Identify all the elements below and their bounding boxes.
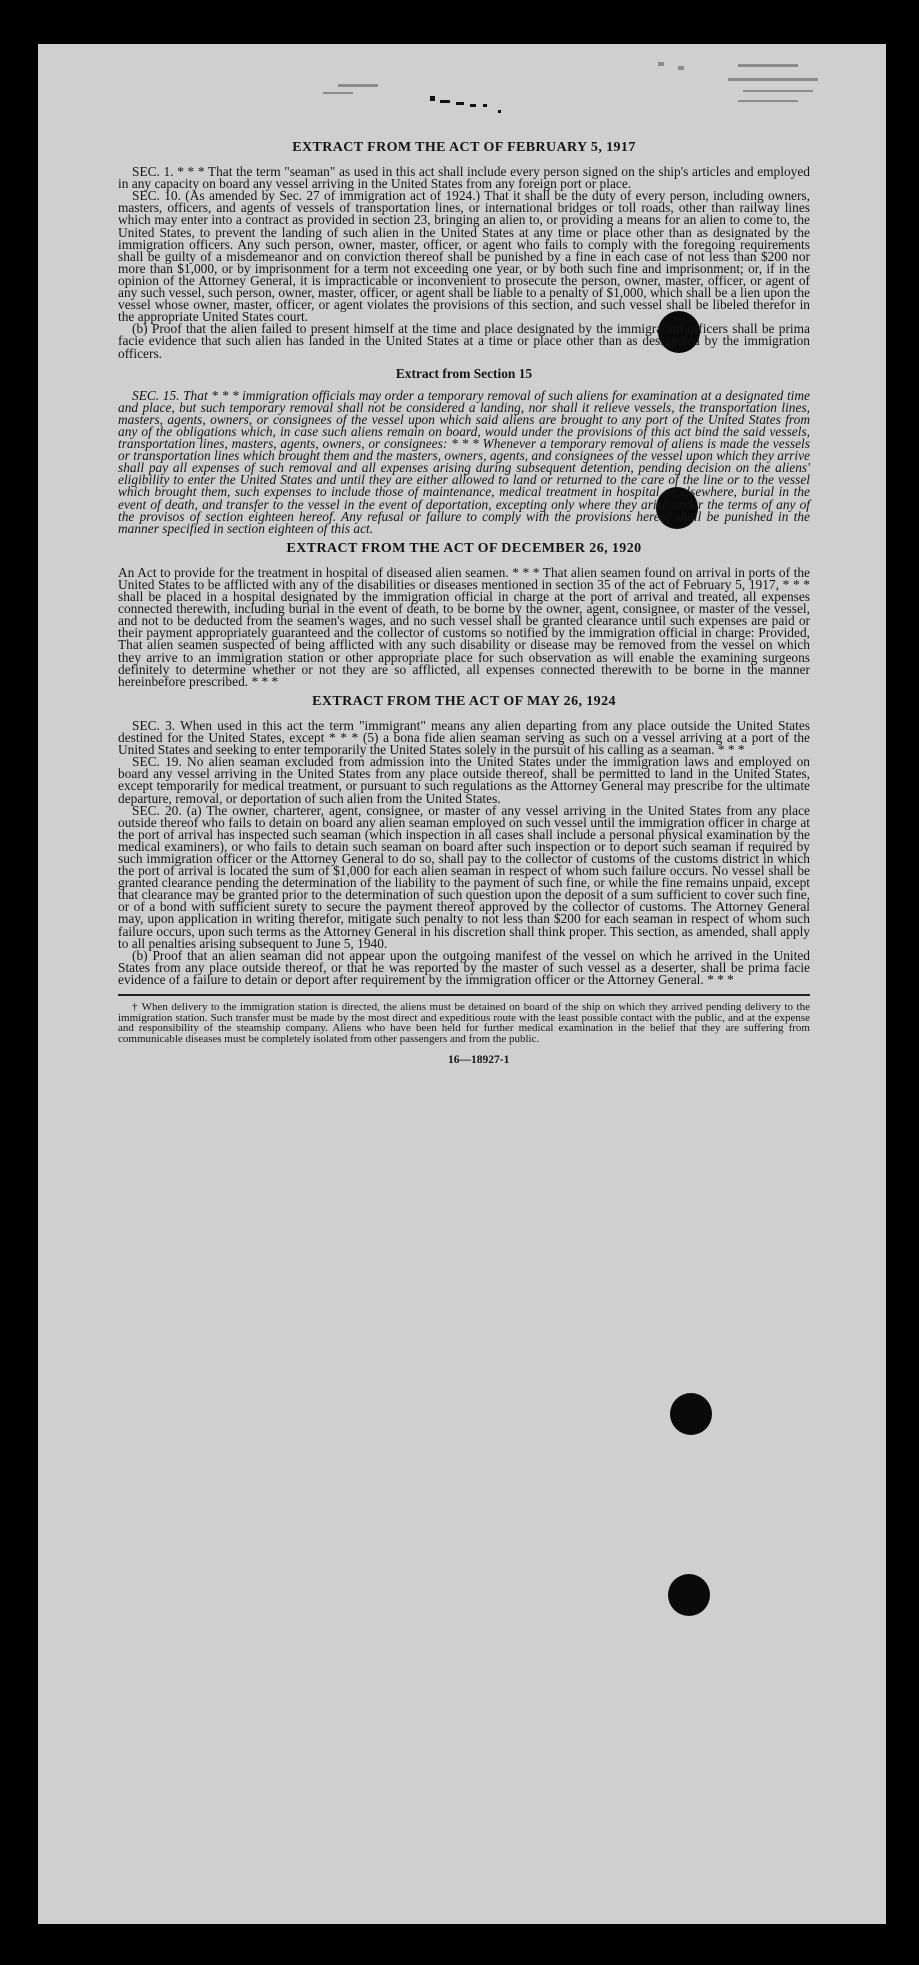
section-20b-paragraph: (b) Proof that an alien seaman did not appear upon the outgoing manifest of the vessel on which he arrived in the United States from any place outside thereof, or that he was reported by the master of such vessel as a deserter, shall be prima facie evidence of a failure to detain or deport after requirement by the immigration officer or the Attorney General. * * *	[118, 947, 810, 987]
faded-header-marks	[38, 44, 886, 134]
act-1920-paragraph: An Act to provide for the treatment in hospital of diseased alien seamen. * * * That alien seamen found on arrival in ports of the United States to be afflicted with any of the disabilities or diseases mentioned in section 35 of the act of February 5, 1917, * * * shall be placed in a hospital designated by the immigration official in charge at the port of arrival and treated, all expenses connected therewith, including burial in the event of death, to be borne by the owner, agent, consignee, or master of the vessel, and not to be deducted from the seamen's wages, and no such vessel shall be granted clearance until such expenses are paid or their payment appropriately guaranteed and the collector of customs so notified by the immigration official in charge: Provided, That alien seamen suspected of being afflicted with any such disability or disease may be removed from the vessel on which they arrive to an immigration station or other appropriate place for such observation as will enable the examining surgeons definitely to determine whether or not they are so afflicted, all expenses connected therewith to be borne in the manner hereinbefore prescribed. * * *	[118, 564, 810, 689]
form-number: 16—18927-1	[448, 1054, 510, 1067]
heading-act-1920: EXTRACT FROM THE ACT OF DECEMBER 26, 1920	[286, 540, 642, 556]
footnote	[118, 994, 810, 1044]
section-10b-paragraph: (b) Proof that the alien failed to present himself at the time and place designated by the immigration officers shall be prima facie evidence that such alien has landed in the United States at a time or place other than as designated by the immigration officers.	[118, 321, 810, 361]
section-1-paragraph: SEC. 1. * * * That the term "seaman" as used in this act shall include every person signed on the ship's articles and employed in any capacity on board any vessel arriving in the United States from any foreign port or place.	[118, 164, 810, 192]
document-page	[38, 44, 886, 1924]
heading-act-1924: EXTRACT FROM THE ACT OF MAY 26, 1924	[312, 693, 616, 709]
punch-hole	[668, 1574, 710, 1616]
section-19-paragraph: SEC. 19. No alien seaman excluded from admission into the United States under the immigration laws and employed on board any vessel arriving in the United States from any place outside thereof, shall be permitted to land in the United States, except temporarily for medical treatment, or pursuant to such regulations as the Attorney General may prescribe for the ultimate departure, removal, or deportation of such alien from the United States.	[118, 754, 810, 806]
footnote-text: † When delivery to the immigration station is directed, the aliens must be detained on board of the ship on which they arrived pending delivery to the immigration station. Such transfer must be made by the most direct and expeditious route with the least possible contact with the public, and at the expense and responsibility of the steamship company. Aliens who have been held for further medical examination in the belief that they are suffering from communicable diseases must be completely isolated from other passengers and from the public.	[118, 1001, 810, 1045]
document-text	[118, 134, 810, 1066]
section-3-paragraph: SEC. 3. When used in this act the term "immigrant" means any alien departing from any place outside the United States destined for the United States, except * * * (5) a bona fide alien seaman serving as such on a vessel arriving at a port of the United States and seeking to enter temporarily the United States solely in the pursuit of his calling as a seaman. * * *	[118, 717, 810, 758]
section-15-paragraph: SEC. 15. That * * * immigration officials may order a temporary removal of such aliens for examination at a designated time and place, but such temporary removal shall not be considered a landing, nor shall it relieve vessels, the transportation lines, masters, agents, owners, or consignees of the vessel upon which said aliens are brought to any port of the United States from any of the obligations which, in case such aliens remain on board, would under the provisions of this act bind the said vessels, transportation lines, masters, agents, owners, or consignees: * * * Whenever a temporary removal of aliens is made the vessels or transportation lines which brought them and the masters, owners, agents, and consignees of the vessel upon which they arrive shall pay all expenses of such removal and all expenses arising during subsequent detention, pending decision on the aliens' eligibility to enter the United States and until they are either allowed to land or returned to the care of the line or to the vessel which brought them, such expenses to include those of maintenance, medical treatment in hospital or elsewhere, burial in the event of death, and transfer to the vessel in the event of deportation, excepting only where they arise under the terms of any of the provisos of section eighteen hereof. Any refusal or failure to comply with the provisions hereof shall be punished in the manner specified in section eighteen of this act.	[118, 387, 810, 536]
punch-hole	[670, 1393, 712, 1435]
heading-section-15: Extract from Section 15	[395, 365, 533, 381]
section-20a-paragraph: SEC. 20. (a) The owner, charterer, agent, consignee, or master of any vessel arriving in the United States from any place outside thereof who fails to detain on board any alien seaman employed on such vessel until the immigration officer in charge at the port of arrival has inspected such seaman (which inspection in all cases shall include a personal physical examination by the medical examiners), or who fails to detain such seaman on board after such inspection or to deport such seaman if required by such immigration officer or the Attorney General to do so, shall pay to the collector of customs of the customs district in which the port of arrival is located the sum of $1,000 for each alien seaman in respect of whom such failure occurs. No vessel shall be granted clearance pending the determination of the liability to the payment of such fine, or while the fine remains unpaid, except that clearance may be granted prior to the determination of such question upon the deposit of a sum sufficient to cover such fine, or of a bond with sufficient surety to secure the payment thereof approved by the collector of customs. The Attorney General may, upon application in writing therefor, mitigate such penalty to not less than $200 for each seaman in respect of whom such failure occurs, upon such terms as the Attorney General in his discretion shall think proper. This section, as amended, shall apply to all penalties arising subsequent to June 5, 1940.	[118, 802, 810, 951]
heading-act-1917: EXTRACT FROM THE ACT OF FEBRUARY 5, 1917	[292, 140, 636, 155]
section-10-paragraph: SEC. 10. (As amended by Sec. 27 of immigration act of 1924.) That it shall be the duty of every person, including owners, masters, officers, and agents of vessels of transportation lines, or international bridges or toll roads, other than railway lines which may enter into a contract as provided in section 23, bringing an alien to, or providing a means for an alien to come to, the United States, to prevent the landing of such alien in the United States at any time or place other than as designated by the immigration officers. Any such person, owner, master, officer, or agent who fails to comply with the foregoing requirements shall be guilty of a misdemeanor and on conviction thereof shall be punished by a fine in each case of not less than $200 nor more than $1,000, or by imprisonment for a term not exceeding one year, or by both such fine and imprisonment; or, if in the opinion of the Attorney General, it is impracticable or inconvenient to prosecute the person, owner, master, officer, or agent of any such vessel, such person, owner, master, officer, or agent shall be liable to a penalty of $1,000, which shall be a lien upon the vessel whose owner, master, officer, or agent violates the provisions of this section, and such vessel shall be libeled therefor in the appropriate United States court.	[118, 188, 810, 325]
